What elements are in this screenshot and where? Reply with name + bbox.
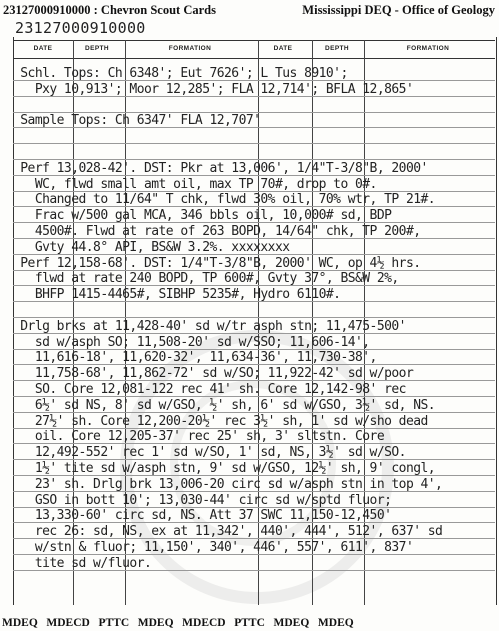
col-formation-2: FORMATION (406, 45, 450, 52)
col-date-2: DATE (273, 45, 293, 52)
card-text-line: Pxy 10,913'; Moor 12,285'; FLA 12,714'; BFLA 12,865' (13, 81, 414, 97)
card-text-line: sd w/asph SO; 11,508-20' sd w/SSO; 11,606-14', (13, 334, 370, 350)
column-header-row (13, 40, 495, 59)
card-text-line: tite sd w/fluor. (13, 555, 152, 571)
col-date-1: DATE (33, 45, 53, 52)
card-text-line: 11,758-68', 11,862-72' sd w/SO; 11,922-42' sd w/poor (13, 366, 414, 382)
card-text-line: SO. Core 12,081-122 rec 41' sh. Core 12,142-98' rec (13, 382, 406, 397)
card-text-line: 4500#. Flwd at rate of 263 BOPD, 14/64" chk, TP 200#, (13, 224, 421, 239)
card-text-line: BHFP 1415-4465#, SIBHP 5235#, Hydro 6110#. (13, 287, 341, 303)
card-text-line: Perf 12,158-68'. DST: 1/4"T-3/8"B, 2000' WC, op 4½ hrs. (13, 255, 421, 271)
card-text-line: rec 26: sd, NS, ex at 11,342', 440', 444', 512', 637' sd (13, 524, 443, 540)
header-left-title: 23127000910000 : Chevron Scout Cards (3, 3, 216, 17)
card-text-line: oil. Core 12,205-37' rec 25' sh, 3' sltstn. Core (13, 429, 385, 445)
footer-watermark-row: MDEQ MDECD PTTC MDEQ MDECD PTTC MDEQ MDEQ (2, 617, 354, 629)
col-depth-1: DEPTH (84, 45, 110, 52)
card-text-line: 13,330-60' circ sd, NS. Att 37 SWC 11,150-12,450' (13, 508, 392, 524)
card-text-line: Frac w/500 gal MCA, 346 bbls oil, 10,000# sd, BDP (13, 208, 392, 224)
card-text-line: Schl. Tops: Ch 6348'; Eut 7626'; L Tus 8910'; (13, 66, 348, 81)
col-formation-1: FORMATION (168, 45, 212, 52)
card-text-line: 12,492-552' rec 1' sd w/SO, 1' sd, NS, 3½' sd w/SO. (13, 445, 406, 461)
card-text-line: w/stn & fluor; 11,150', 340', 446', 557', 611', 837' (13, 540, 414, 555)
card-text-line: 6½' sd NS, 8' sd w/GSO, ½' sh, 6' sd w/GSO, 3½' sd, NS. (13, 397, 436, 413)
card-text-line: GSO in bott 10'; 13,030-44' circ sd w/sptd fluor; (13, 492, 392, 508)
card-text-line: Perf 13,028-42'. DST: Pkr at 13,006', 1/4"T-3/8"B, 2000' (13, 160, 428, 176)
card-text-line: 27½' sh. Core 12,200-20½' rec 3½' sh, 1' sd w/sho dead (13, 413, 428, 429)
card-text-line: Gvty 44.8° API, BS&W 3.2%. xxxxxxxx (13, 239, 290, 255)
card-text-line: Sample Tops: Ch 6347' FLA 12,707' (13, 113, 261, 129)
card-text-line: WC, flwd small amt oil, max TP 70#, drop to 0#. (13, 176, 377, 192)
card-text-line: Changed to 11/64" T chk, flwd 30% oil, 70% wtr, TP 21#. (13, 192, 436, 208)
col-depth-2: DEPTH (324, 45, 350, 52)
card-text-line: 11,616-18', 11,620-32', 11,634-36', 11,730-38', (13, 350, 377, 366)
card-text-line: flwd at rate 240 BOPD, TP 600#, Gvty 37°, BS&W 2%, (13, 271, 399, 287)
card-text-line: 1½' tite sd w/asph stn, 9' sd w/GSO, 12½' sh, 9' congl, (13, 461, 436, 476)
card-id: 23127000910000 (15, 19, 146, 37)
card-text-line: Drlg brks at 11,428-40' sd w/tr asph stn; 11,475-500' (13, 318, 406, 334)
card-text-line: 23' sh. Drlg brk 13,006-20 circ sd w/asph stn in top 4', (13, 476, 443, 492)
header-right-title: Mississippi DEQ - Office of Geology (302, 3, 495, 17)
ruled-line (13, 143, 495, 144)
